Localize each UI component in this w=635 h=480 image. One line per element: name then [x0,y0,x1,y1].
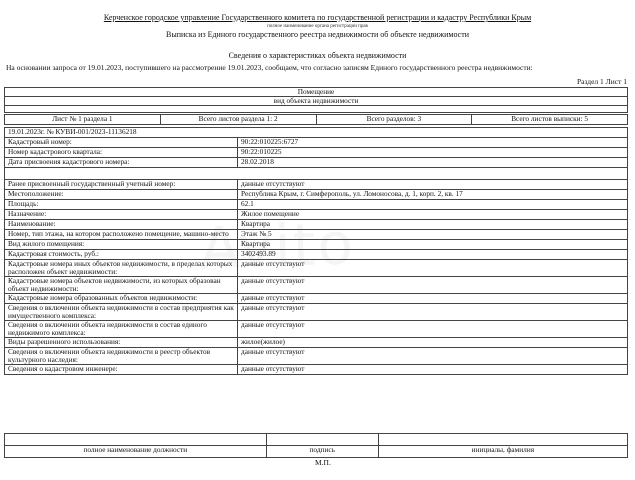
row-value: данные отсутствуют [238,277,628,294]
signature-caption: подпись [266,446,378,458]
row-value: 62.1 [238,200,628,210]
table-row [5,304,628,321]
table-row [5,365,628,375]
name-caption: инициалы, фамилия [378,446,627,458]
row-value: данные отсутствуют [238,304,628,321]
row-key: Сведения о кадастровом инженере: [5,365,238,375]
row-key: Номер кадастрового квартала: [5,148,238,158]
table-row [5,277,628,294]
row-key: Виды разрешенного использования: [5,338,238,348]
row-value: Квартира [238,240,628,250]
table-row [5,260,628,277]
table-row [5,148,628,158]
row-value: Квартира [238,220,628,230]
object-type-table [4,87,628,113]
row-key: Вид жилого помещения: [5,240,238,250]
table-row [5,210,628,220]
row-value: Республика Крым, г. Симферополь, ул. Ломоносова, д. 1, корп. 2, кв. 17 [238,190,628,200]
document-title: Выписка из Единого государственного реестра недвижимости об объекте недвижимости [166,30,469,39]
object-type: Помещение [5,88,628,97]
row-value: жилое(жилое) [238,338,628,348]
name-field [378,434,627,446]
total-sheets-section: Всего листов раздела 1: 2 [160,115,316,125]
table-row [5,220,628,230]
row-value: 28.02.2018 [238,158,628,168]
intro-text: На основании запроса от 19.01.2023, поступившего на рассмотрение 19.01.2023, сообщаем, что согласно записям Единого государственного реестра недвижимости: [6,63,533,72]
row-key: Сведения о включении объекта недвижимости в состав единого недвижимого комплекса: [5,321,238,338]
total-sheets-extract: Всего листов выписки: 5 [472,115,628,125]
row-value: 90:22:010225:6727 [238,138,628,148]
document-subtitle: Сведения о характеристиках объекта недвижимости [228,51,407,60]
table-row [5,200,628,210]
table-row [5,294,628,304]
row-value: данные отсутствуют [238,180,628,190]
row-key: Ранее присвоенный государственный учетный номер: [5,180,238,190]
row-key: Площадь: [5,200,238,210]
table-row [5,190,628,200]
row-key: Сведения о включении объекта недвижимости в реестр объектов культурного наследия: [5,348,238,365]
spacer-row [5,168,628,180]
property-table [4,127,628,375]
row-value: Этаж № 5 [238,230,628,240]
row-key: Номер, тип этажа, на котором расположено помещение, машино-место [5,230,238,240]
table-row [5,338,628,348]
row-value: Жилое помещение [238,210,628,220]
row-value: 3402493.89 [238,250,628,260]
table-row [5,240,628,250]
table-row [5,230,628,240]
row-value: данные отсутствуют [238,260,628,277]
signature-field [266,434,378,446]
stamp-label: М.П. [315,458,331,467]
row-value: данные отсутствуют [238,348,628,365]
row-value: данные отсутствуют [238,294,628,304]
total-sections: Всего разделов: 3 [316,115,472,125]
table-row [5,321,628,338]
row-key: Кадастровый номер: [5,138,238,148]
table-row [5,180,628,190]
position-field [5,434,267,446]
object-type-caption: вид объекта недвижимости [5,97,628,106]
row-key: Кадастровая стоимость, руб.: [5,250,238,260]
row-value: данные отсутствуют [238,321,628,338]
table-row [5,250,628,260]
row-value: 90:22:010225 [238,148,628,158]
row-value: данные отсутствуют [238,365,628,375]
table-row [5,348,628,365]
row-key: Кадастровые номера образованных объектов недвижимости: [5,294,238,304]
row-key: Наименование: [5,220,238,230]
spacer-row [5,106,628,113]
row-key: Кадастровые номера объектов недвижимости, из которых образован объект недвижимости: [5,277,238,294]
sheet-number: Лист № 1 раздела 1 [5,115,161,125]
row-key: Местоположение: [5,190,238,200]
table-row [5,138,628,148]
position-caption: полное наименование должности [5,446,267,458]
extract-number: 19.01.2023г. № КУВИ-001/2023-11136218 [5,128,628,138]
row-key: Кадастровые номера иных объектов недвижимости, в пределах которых расположен объект недвижимости: [5,260,238,277]
row-key: Назначение: [5,210,238,220]
agency-caption: полное наименование органа регистрации прав [267,24,368,29]
agency-name: Керченское городское управление Государственного комитета по государственной регистрации и кадастру Республики Крым [103,13,532,22]
table-row [5,158,628,168]
row-key: Сведения о включении объекта недвижимости в состав предприятия как имущественного комплекса: [5,304,238,321]
row-key: Дата присвоения кадастрового номера: [5,158,238,168]
section-label: Раздел 1 Лист 1 [576,77,627,86]
sheet-info-table [4,114,628,125]
signature-table [4,433,628,458]
